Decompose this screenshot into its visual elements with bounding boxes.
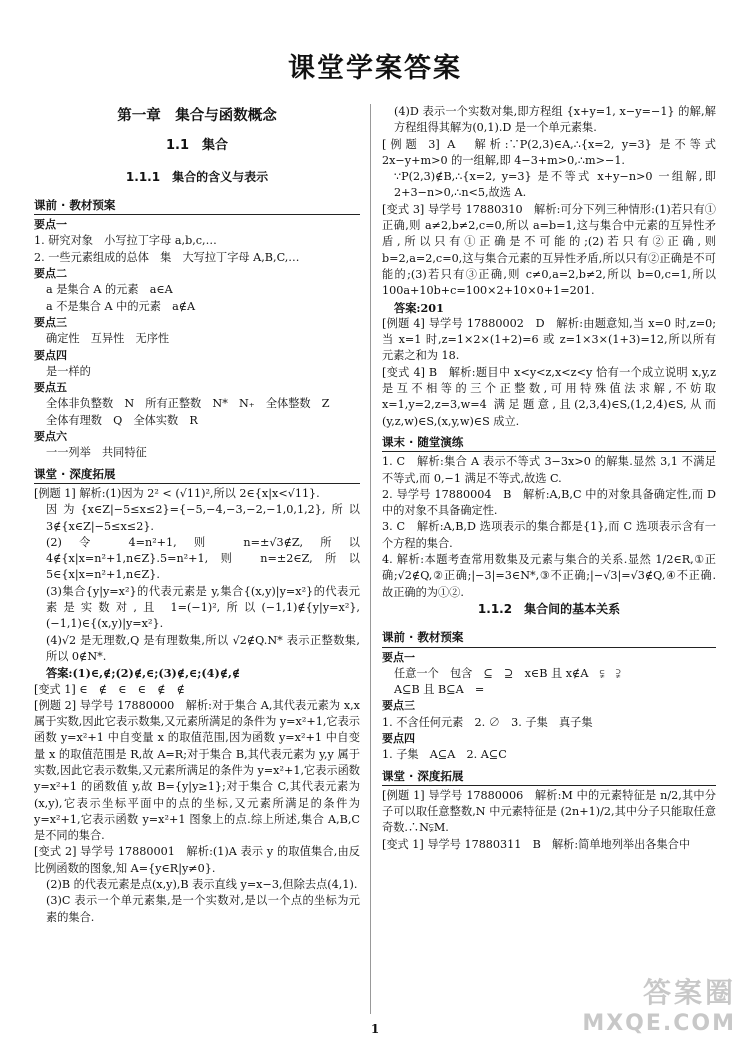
key-point-label: 要点一 <box>382 650 415 664</box>
key-point-label: 要点三 <box>34 315 67 329</box>
answer-paragraph: [变式 1] 导学号 17880311 B 解析:简单地列举出各集合中 <box>382 837 691 851</box>
key-point-label: 要点三 <box>382 699 415 713</box>
answer-paragraph: (3)集合{y|y=x²}的代表元素是 y,集合{(x,y)|y=x²}的代表元素是实数对,且 1=(−1)²,所以(−1,1)∉{y|y=x²},(−1,1)∈{(x,y)|y=x²}. <box>46 584 360 631</box>
answer-paragraph: (3)C 表示一个单元素集,是一个实数对,是以一个点的坐标为元素的集合. <box>46 894 360 924</box>
page-title: 课堂学案答案 <box>288 53 462 84</box>
answer-paragraph: (4)D 表示一个实数对集,即方程组 {x+y=1, x−y=−1} 的解,解方程组得其解为(0,1).D 是一个单元素集. <box>394 105 716 135</box>
left-content <box>34 197 360 926</box>
answer-paragraph: (4)√2 是无理数,Q 是有理数集,所以 √2∉Q.N* 表示正整数集,所以 0∉N*. <box>46 633 360 663</box>
section-banner: 课前 · 教材预案 <box>382 629 716 647</box>
section-banner: 课末 · 随堂演练 <box>382 434 716 452</box>
answer-paragraph: (2)令 4=n²+1,则 n=±√3∉Z,所以 4∉{x|x=n²+1,n∈Z}.5=n²+1,则 n=±2∈Z,所以 5∈{x|x=n²+1,n∈Z}. <box>46 535 360 582</box>
section-banner: 课堂 · 深度拓展 <box>382 768 716 786</box>
answer-paragraph: 全体非负整数 N 所有正整数 N* N₊ 全体整数 Z <box>46 397 330 411</box>
key-point-label: 要点六 <box>34 430 67 444</box>
watermark-logo <box>582 971 736 1036</box>
answer-paragraph: [例题 4] 导学号 17880002 D 解析:由题意知,当 x=0 时,z=0;当 x=1 时,z=1×2×(1+2)=6 或 z=1×3×(1+3)=12,所以所有元素之和为 18. <box>382 316 716 363</box>
answer-paragraph: A⊆B 且 B⊆A = <box>394 683 485 697</box>
answer-paragraph: 3. C 解析:A,B,D 选项表示的集合都是{1},而 C 选项表示含有一个方程的集合. <box>382 520 716 550</box>
section-banner: 课堂 · 深度拓展 <box>34 466 360 484</box>
answer-paragraph: [例题 3] A 解析:∵P(2,3)∈A,∴{x=2, y=3} 是不等式 2x−y+m>0 的一组解,即 4−3+m>0,∴m>−1. <box>382 137 716 167</box>
answer-paragraph: 是一样的 <box>46 364 91 378</box>
answer-paragraph: 2. 导学号 17880004 B 解析:A,B,C 中的对象具备确定性,而 D 中的对象不具备确定性. <box>382 487 716 518</box>
answer-paragraph: 确定性 互异性 无序性 <box>46 332 170 346</box>
answer-paragraph: [例题 1] 导学号 17880006 解析:M 中的元素特征是 n/2,其中分子可以取任意整数,N 中元素特征是 (2n+1)/2,其中分子只能取任意奇数.∴N⫋M. <box>382 788 716 835</box>
answer-paragraph: [变式 1] ∈ ∉ ∈ ∈ ∉ ∉ <box>34 682 185 696</box>
answer-paragraph: 任意一个 包含 ⊆ ⊇ x∈B 且 x∉A ⫋ ⫌ <box>394 666 621 680</box>
answer-paragraph: [变式 4] B 解析:题目中 x<y<z,x<z<y 恰有一个成立说明 x,y,z 是互不相等的三个正整数,可用特殊值法求解,不妨取 x=1,y=2,z=3,w=4 满足题意,且(2,3,4)∈S,(1,2,4)∈S,从而(y,z,w)∈S,(x,y,w)∈S 成立. <box>382 365 716 428</box>
column-divider <box>370 104 371 1014</box>
section-banner: 课前 · 教材预案 <box>34 197 360 215</box>
answer-paragraph: ∵P(2,3)∉B,∴{x=2, y=3} 是不等式 x+y−n>0 一组解,即 2+3−n>0,∴n<5,故选 A. <box>394 170 716 200</box>
answer-paragraph: a 是集合 A 的元素 a∈A <box>46 283 173 297</box>
answer-paragraph: 1. C 解析:集合 A 表示不等式 3−3x>0 的解集.显然 3,1 不满足不等式,而 0,−1 满足不等式,故选 C. <box>382 455 716 485</box>
key-point-label: 要点四 <box>382 731 415 745</box>
chapter-heading: 第一章 集合与函数概念 <box>117 108 277 124</box>
answer-paragraph: 1. 不含任何元素 2. ∅ 3. 子集 真子集 <box>382 715 593 729</box>
answer-paragraph: [例题 1] 解析:(1)因为 2² < (√11)²,所以 2∈{x|x<√11}. <box>34 486 320 500</box>
key-point-label: 要点一 <box>34 218 67 232</box>
answer-line: 答案:201 <box>394 300 444 315</box>
left-column <box>34 104 360 926</box>
answer-paragraph: 2. 一些元素组成的总体 集 大写拉丁字母 A,B,C,… <box>34 250 300 264</box>
answer-paragraph: 一一列举 共同特征 <box>46 446 147 460</box>
answer-paragraph: [变式 2] 导学号 17880001 解析:(1)A 表示 y 的取值集合,由反比例函数的图象,知 A={y∈R|y≠0}. <box>34 845 360 875</box>
key-point-label: 要点二 <box>34 267 67 281</box>
page-number: 1 <box>370 1022 380 1036</box>
watermark-text-2: MXQE.COM <box>582 1011 736 1036</box>
answer-line: 答案:(1)∈,∉;(2)∉,∈;(3)∉,∈;(4)∉,∉ <box>46 666 241 681</box>
answer-paragraph: 1. 研究对象 小写拉丁字母 a,b,c,… <box>34 234 217 248</box>
answer-paragraph: a 不是集合 A 中的元素 a∉A <box>46 299 196 313</box>
answer-paragraph: 全体有理数 Q 全体实数 R <box>46 413 198 427</box>
answer-paragraph: [例题 2] 导学号 17880000 解析:对于集合 A,其代表元素为 x,x 属于实数,因此它表示数集,又元素所满足的条件为 y=x²+1,它表示函数 y=x²+1 中自变量 x 的取值范围,因为函数 y=x²+1 中自变量 x 的取值范围是 R,故 A=R;对于集合 B,其代表元素为 y,y 属于实数,因此它表示数集,又元素所满足的条件为 y=x²+1,它表示函数 y=x²+1 的函数值 y,故 B={y|y≥1};对于集合 C,其代表元素为(x,y),它表示坐标平面中的点的坐标,又元素所满足的条件为 y=x²+1,它表示函数 y=x²+1 图象上的点.综上所述,集合 A,B,C 是不同的集合. <box>34 698 360 843</box>
key-point-label: 要点四 <box>34 348 67 362</box>
answer-paragraph: 因为{x∈Z|−5≤x≤2}={−5,−4,−3,−2,−1,0,1,2},所以 3∉{x∈Z|−5≤x≤2}. <box>46 503 360 533</box>
answer-paragraph: 4. 解析:本题考查常用数集及元素与集合的关系.显然 1/2∈R,①正确;√2∉Q,②正确;|−3|=3∈N*,③不正确;|−√3|=√3∉Q,④不正确.故正确的为①②. <box>382 553 716 599</box>
subsection-heading: 1.1.1 集合的含义与表示 <box>125 169 269 184</box>
key-point-label: 要点五 <box>34 381 67 395</box>
subsection-heading: 1.1.2 集合间的基本关系 <box>477 601 621 616</box>
right-content <box>382 104 716 853</box>
section-heading: 1.1 集合 <box>165 138 229 154</box>
answer-paragraph: [变式 3] 导学号 17880310 解析:可分下列三种情形:(1)若只有①正确,则 a≠2,b≠2,c=0,所以 a=b=1,这与集合中元素的互异性矛盾,所以只有①正确是不可能的;(2)若只有②正确,则 b=2,a=2,c=0,这与集合元素的互异性矛盾,所以只有②正确是不可能的;(3)若只有③正确,则 c≠0,a=2,b≠2,所以 b=0,c=1,所以 100a+10b+c=100×2+10×0+1=201. <box>382 202 716 298</box>
right-column <box>382 104 716 853</box>
answer-paragraph: (2)B 的代表元素是点(x,y),B 表示直线 y=x−3,但除去点(4,1). <box>46 878 358 892</box>
watermark-text-1: 答案圈 <box>642 976 736 1009</box>
answer-paragraph: 1. 子集 A⊆A 2. A⊆C <box>382 748 507 762</box>
